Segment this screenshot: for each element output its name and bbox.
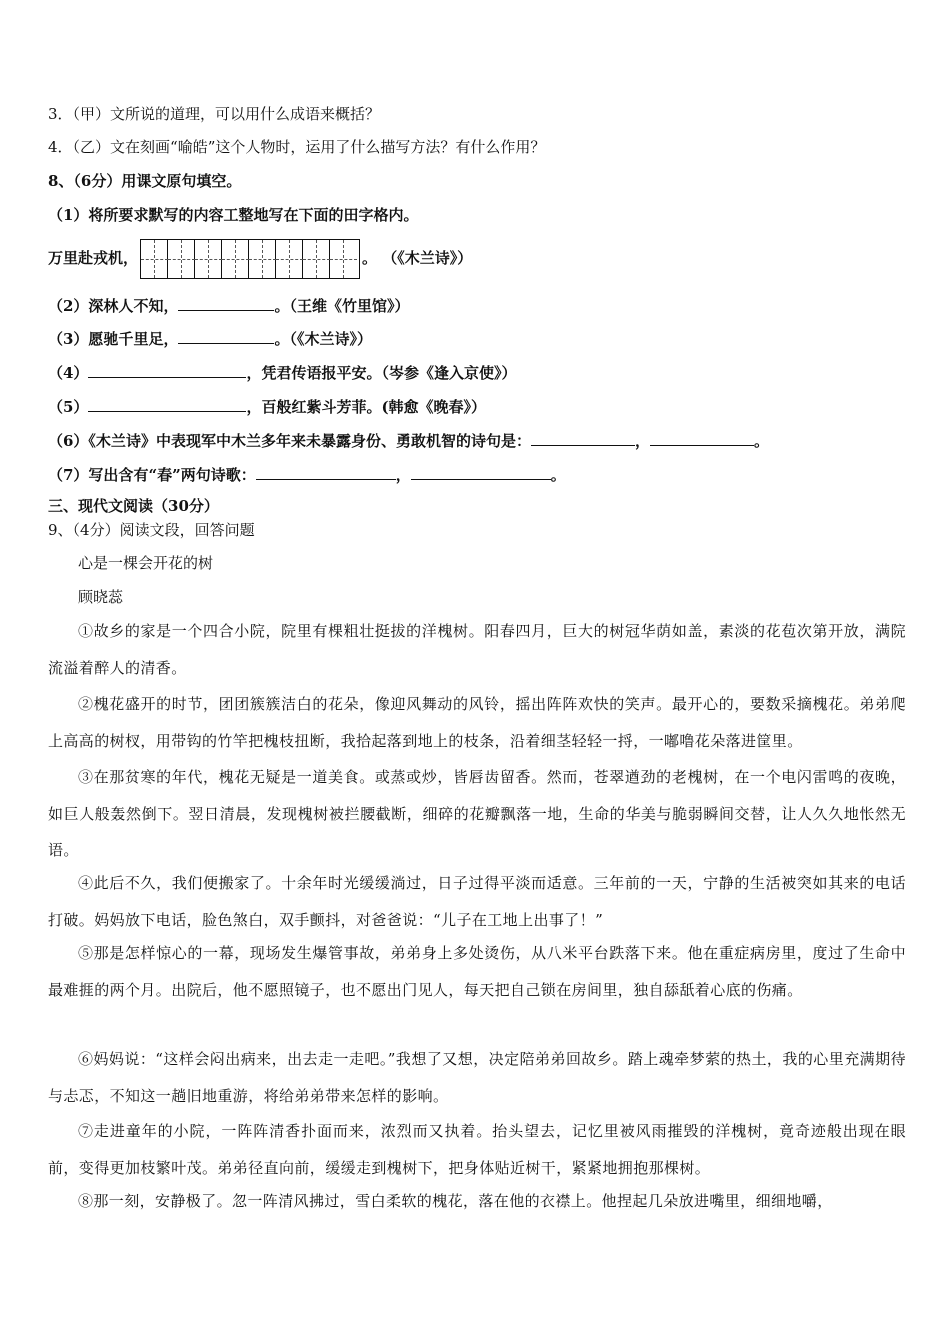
section-3-heading: 三、现代文阅读（30分） [48,497,219,515]
part-3-text: （3）愿驰千里足， [48,330,179,348]
answer-blank[interactable] [531,430,635,446]
question-8-part-5 [48,396,486,417]
article-author: 顾晓蕊 [78,588,124,606]
question-8-part-7 [48,464,566,485]
verse-after-grid: 。 （《木兰诗》） [362,249,473,267]
paragraph-1: ①故乡的家是一个四合小院，院里有棵粗壮挺拔的洋槐树。阳春四月，巨大的树冠华荫如盖，素淡的花苞次第开放，满院流溢着醉人的清香。 [48,622,906,677]
part-7-text: （7）写出含有“春”两句诗歌： [48,466,256,484]
verse-before-grid: 万里赴戎机， [48,249,139,267]
tianzi-grid[interactable] [140,239,360,279]
answer-blank[interactable] [88,362,246,378]
paragraph-5: ⑤那是怎样惊心的一幕，现场发生爆管事故，弟弟身上多处烫伤，从八米平台跌落下来。他在重症病房里，度过了生命中最难捱的两个月。出院后，他不愿照镜子，也不愿出门见人，每天把自己锁在房间里，独自舔舐着心底的伤痛。 [48,944,906,999]
paragraph-4: ④此后不久，我们便搬家了。十余年时光缓缓淌过，日子过得平淡而适意。三年前的一天，宁静的生活被突如其来的电话打破。妈妈放下电话，脸色煞白，双手颤抖，对爸爸说：“儿子在工地上出事了！” [48,874,906,929]
paragraph-8: ⑧那一刻，安静极了。忽一阵清风拂过，雪白柔软的槐花，落在他的衣襟上。他捏起几朵放进嘴里，细细地嚼， [78,1192,833,1210]
question-8-part-4 [48,362,516,383]
paragraph-6: ⑥妈妈说：“这样会闷出病来，出去走一走吧。”我想了又想，决定陪弟弟回故乡。踏上魂牵梦萦的热土，我的心里充满期待与忐忑，不知这一趟旧地重游，将给弟弟带来怎样的影响。 [48,1050,906,1105]
period: 。 [550,466,566,484]
part-5-number: （5） [48,398,89,416]
question-4: 4．（乙）文在刻画“喻皓”这个人物时，运用了什么描写方法？有什么作用？ [48,138,546,156]
part-4-number: （4） [48,364,89,382]
part-2-source: 。（王维《竹里馆》） [274,297,410,315]
part-2-text: （2）深林人不知， [48,297,179,315]
article-title: 心是一棵会开花的树 [78,554,214,572]
paragraph-7: ⑦走进童年的小院，一阵阵清香扑面而来，浓烈而又执着。抬头望去，记忆里被风雨摧毁的洋槐树，竟奇迹般出现在眼前，变得更加枝繁叶茂。弟弟径直向前，缓缓走到槐树下，把身体贴近树干，紧紧地拥抱那棵树。 [48,1122,906,1177]
answer-blank[interactable] [178,295,274,311]
question-8-part-6 [48,430,769,451]
paragraph-3: ③在那贫寒的年代，槐花无疑是一道美食。或蒸或炒，皆唇齿留香。然而，苍翠遒劲的老槐树，在一个电闪雷鸣的夜晚，如巨人般轰然倒下。翌日清晨，发现槐树被拦腰截断，细碎的花瓣飘落一地，生命的华美与脆弱瞬间交替，让人久久地怅然无语。 [48,768,906,859]
question-8-heading: 8、（6分）用课文原句填空。 [48,172,242,190]
part-3-source: 。（《木兰诗》） [274,330,372,348]
answer-blank[interactable] [256,464,396,480]
question-3: 3．（甲）文所说的道理，可以用什么成语来概括？ [48,105,381,123]
answer-blank[interactable] [178,328,274,344]
period: 。 [753,432,769,450]
answer-blank[interactable] [650,430,754,446]
question-9: 9、（4分）阅读文段，回答问题 [48,521,255,539]
part-6-text: （6）《木兰诗》中表现军中木兰多年来未暴露身份、勇敢机智的诗句是： [48,432,531,450]
comma: ， [634,432,650,450]
question-8-part-1: （1）将所要求默写的内容工整地写在下面的田字格内。 [48,206,419,224]
part-5-text: ，百般红紫斗芳菲。(韩愈《晚春》） [246,398,487,416]
answer-blank[interactable] [411,464,551,480]
paragraph-2: ②槐花盛开的时节，团团簇簇洁白的花朵，像迎风舞动的风铃，摇出阵阵欢快的笑声。最开心的，要数采摘槐花。弟弟爬上高高的树杈，用带钩的竹竿把槐枝扭断，我拾起落到地上的枝条，沿着细茎轻轻一捋，一嘟噜花朵落进筐里。 [48,695,906,750]
part-4-text: ，凭君传语报平安。（岑参《逢入京使》） [246,364,517,382]
question-8-part-2 [48,295,409,316]
question-8-part-1-row [48,238,472,279]
question-8-part-3 [48,328,372,349]
answer-blank[interactable] [88,396,246,412]
comma: ， [395,466,411,484]
